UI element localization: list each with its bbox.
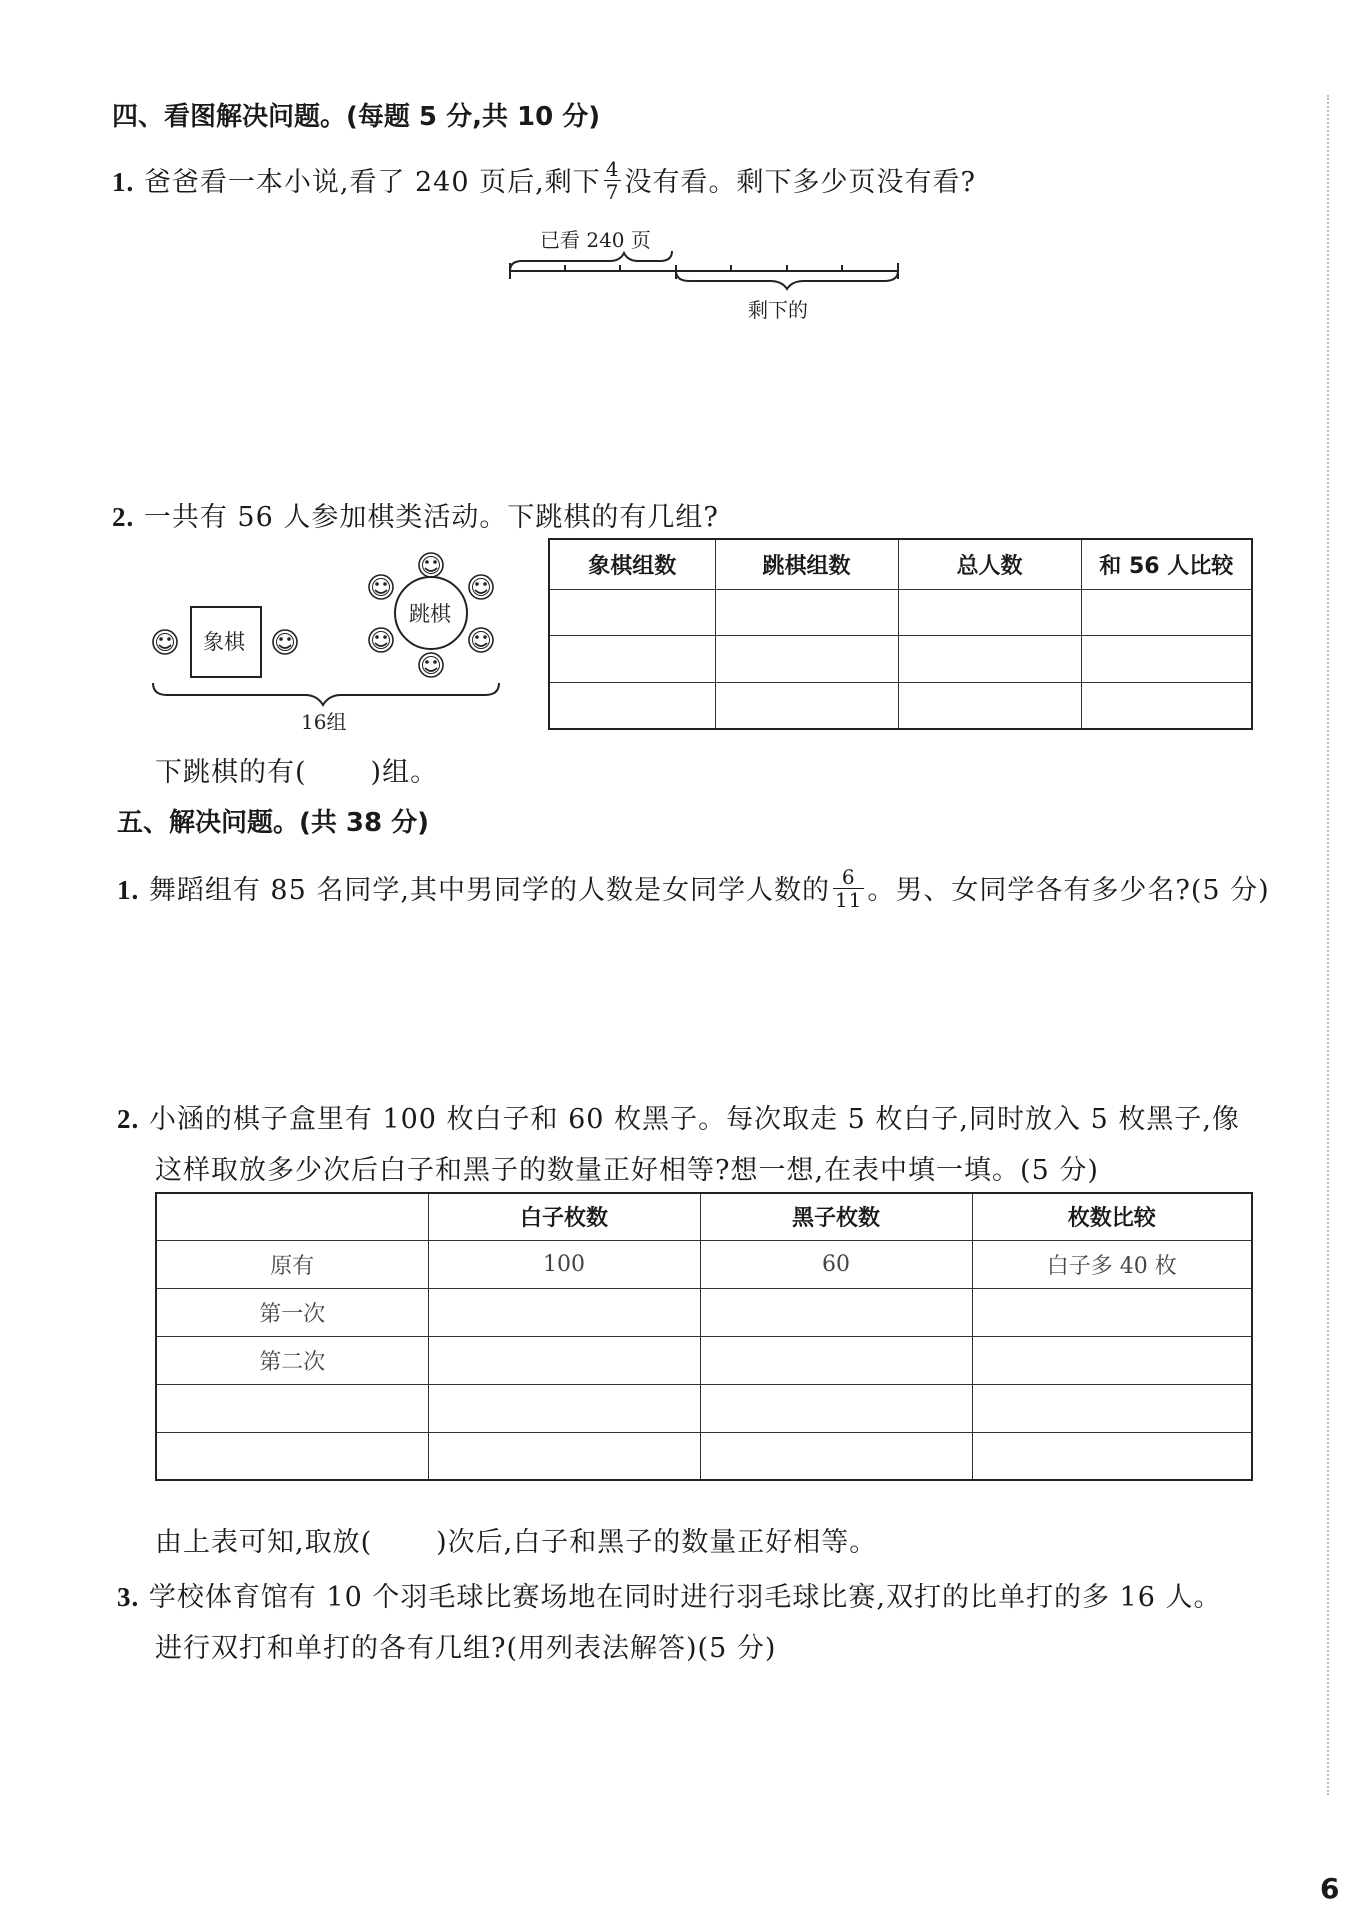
table-header: 象棋组数: [549, 539, 715, 589]
row-label[interactable]: [156, 1432, 428, 1480]
answer-text-end: )组。: [370, 757, 439, 788]
section-5-question-2: [117, 1097, 1240, 1136]
table-cell[interactable]: [549, 589, 715, 635]
question-text-end: 。男、女同学各有多少名?(5 分): [867, 875, 1270, 906]
question-text-line1: 小涵的棋子盒里有 100 枚白子和 60 枚黑子。每次取走 5 枚白子,同时放入 5 枚黑子,像: [148, 1104, 1240, 1135]
table-cell: 白子多 40 枚: [972, 1240, 1252, 1288]
table-cell[interactable]: [549, 682, 715, 729]
table-cell[interactable]: [715, 589, 898, 635]
section-5-question-1: [117, 865, 1270, 914]
question-text: 舞蹈组有 85 名同学,其中男同学的人数是女同学人数的: [148, 875, 830, 906]
player-icon: [273, 630, 297, 654]
table-header: 和 56 人比较: [1081, 539, 1252, 589]
row-label: 第二次: [156, 1336, 428, 1384]
player-icon: [419, 553, 443, 577]
player-icon: [419, 653, 443, 677]
table-cell: 100: [428, 1240, 700, 1288]
section-4-question-1: [112, 157, 976, 206]
player-icon: [469, 575, 493, 599]
row-label[interactable]: [156, 1384, 428, 1432]
table-header: 枚数比较: [972, 1193, 1252, 1240]
table-header: 总人数: [898, 539, 1081, 589]
fraction-6-11: $\frac{6}{11}$: [834, 865, 863, 912]
question-text-line1: 学校体育馆有 10 个羽毛球比赛场地在同时进行羽毛球比赛,双打的比单打的多 16 人。: [148, 1582, 1222, 1613]
read-brace: [510, 251, 672, 271]
table-cell[interactable]: [428, 1432, 700, 1480]
question-number: 2.: [112, 502, 135, 532]
table-cell[interactable]: [898, 635, 1081, 682]
table-cell[interactable]: [715, 635, 898, 682]
answer-text-end: )次后,白子和黑子的数量正好相等。: [436, 1527, 878, 1558]
section-5-question-3: [117, 1575, 1221, 1614]
row-label: 第一次: [156, 1288, 428, 1336]
chess-pieces-table: [155, 1192, 1253, 1481]
question-text: 爸爸看一本小说,看了 240 页后,剩下: [143, 167, 601, 198]
question-text-end: 没有看。剩下多少页没有看?: [624, 167, 976, 198]
player-icon: [153, 630, 177, 654]
binding-line: [1327, 95, 1329, 1795]
chess-groups-illustration: [145, 545, 515, 735]
line-segment-diagram: [500, 225, 920, 330]
question-number: 1.: [117, 875, 140, 905]
checkers-label: 跳棋: [409, 602, 451, 626]
remain-brace: [676, 271, 898, 289]
table-cell[interactable]: [428, 1288, 700, 1336]
table-cell[interactable]: [1081, 635, 1252, 682]
table-cell[interactable]: [700, 1288, 972, 1336]
row-label: 原有: [156, 1240, 428, 1288]
section-4-q2-answer: [155, 750, 438, 789]
table-cell[interactable]: [898, 682, 1081, 729]
question-number: 1.: [112, 167, 135, 197]
page-number: 6: [1320, 1872, 1340, 1905]
groups-brace: [153, 683, 499, 705]
player-icon: [369, 628, 393, 652]
table-cell[interactable]: [700, 1384, 972, 1432]
table-cell[interactable]: [700, 1336, 972, 1384]
table-cell[interactable]: [972, 1384, 1252, 1432]
question-number: 3.: [117, 1582, 140, 1612]
table-header: 黑子枚数: [700, 1193, 972, 1240]
section-4-title: 四、看图解决问题。(每题 5 分,共 10 分): [112, 102, 601, 132]
table-cell[interactable]: [428, 1336, 700, 1384]
table-cell[interactable]: [428, 1384, 700, 1432]
table-header: 跳棋组数: [715, 539, 898, 589]
section-5-question-2-cont: 这样取放多少次后白子和黑子的数量正好相等?想一想,在表中填一填。(5 分): [155, 1155, 1099, 1186]
read-label: 已看 240 页: [540, 228, 651, 252]
question-number: 2.: [117, 1104, 140, 1134]
table-cell[interactable]: [1081, 589, 1252, 635]
question-text: 一共有 56 人参加棋类活动。下跳棋的有几组?: [143, 502, 719, 533]
remain-label: 剩下的: [748, 298, 808, 322]
groups-label: 16组: [301, 710, 347, 734]
fraction-4-7: $\frac{4}{7}$: [605, 157, 620, 204]
table-cell: 60: [700, 1240, 972, 1288]
player-icon: [469, 628, 493, 652]
table-cell[interactable]: [972, 1336, 1252, 1384]
section-5-title: 五、解决问题。(共 38 分): [117, 808, 430, 838]
answer-text: 由上表可知,取放(: [155, 1527, 373, 1558]
player-icon: [369, 575, 393, 599]
table-cell[interactable]: [1081, 682, 1252, 729]
table-cell[interactable]: [972, 1288, 1252, 1336]
table-cell[interactable]: [898, 589, 1081, 635]
table-cell[interactable]: [715, 682, 898, 729]
table-cell[interactable]: [972, 1432, 1252, 1480]
section-5-question-3-cont: 进行双打和单打的各有几组?(用列表法解答)(5 分): [155, 1633, 777, 1664]
answer-text: 下跳棋的有(: [155, 757, 307, 788]
chess-label: 象棋: [203, 630, 245, 654]
section-5-q2-answer: [155, 1520, 877, 1559]
table-cell[interactable]: [700, 1432, 972, 1480]
chess-table: [548, 538, 1253, 730]
table-cell[interactable]: [549, 635, 715, 682]
section-4-question-2: [112, 495, 719, 534]
table-header: [156, 1193, 428, 1240]
table-header: 白子枚数: [428, 1193, 700, 1240]
